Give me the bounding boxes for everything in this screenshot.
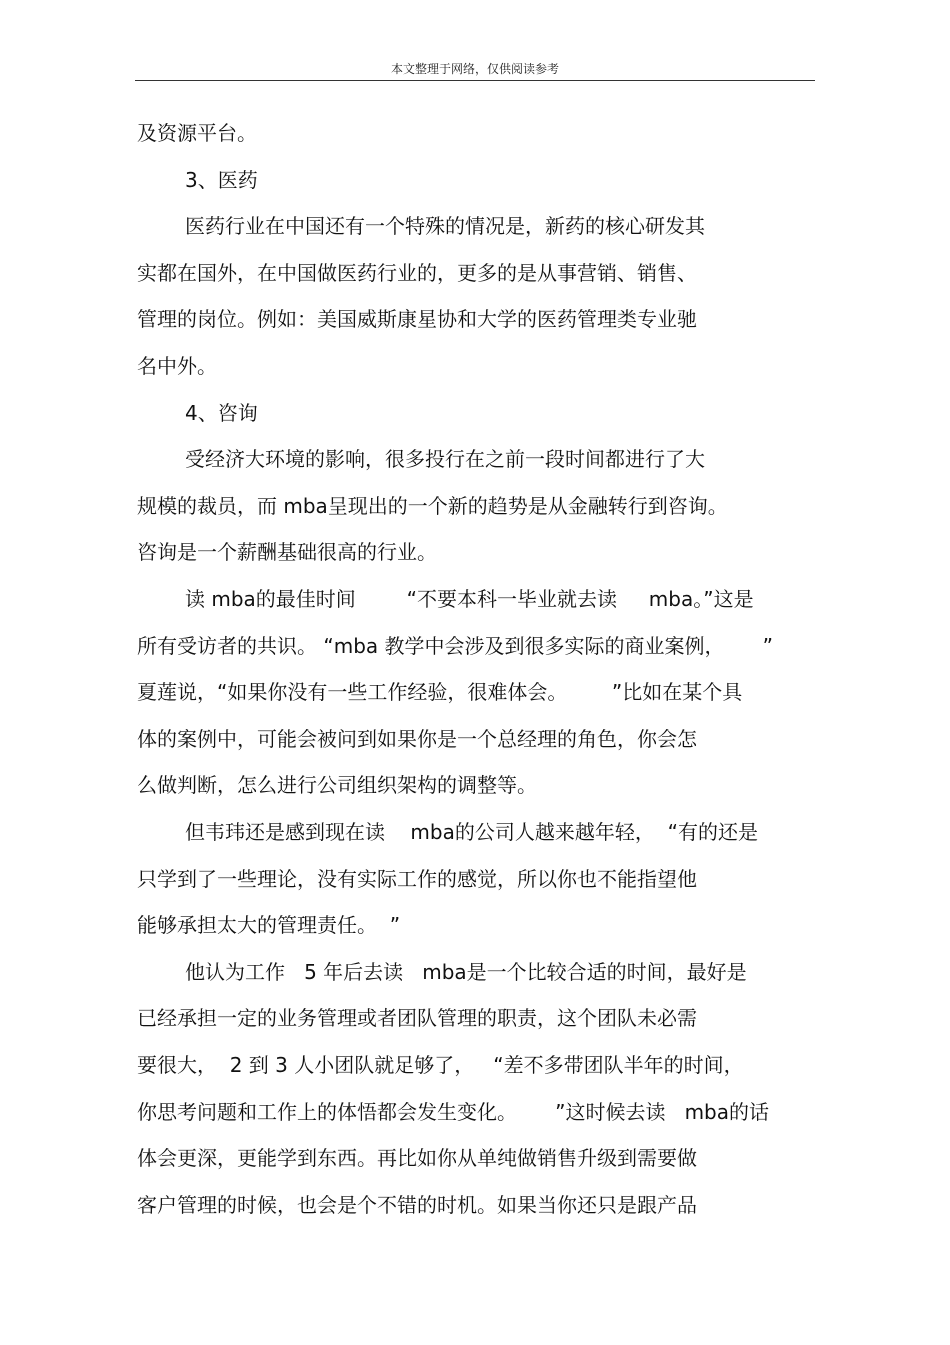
text-line: 管理的岗位。例如：美国威斯康星协和大学的医药管理类专业驰 <box>137 307 697 331</box>
text-line: 体的案例中，可能会被问到如果你是一个总经理的角色，你会怎 <box>137 727 697 751</box>
text-line: 及资源平台。 <box>137 121 257 145</box>
text-line: 受经济大环境的影响，很多投行在之前一段时间都进行了大 <box>185 447 705 471</box>
text-line: 医药行业在中国还有一个特殊的情况是，新药的核心研发其 <box>185 214 705 238</box>
text-line: 但韦玮还是感到现在读 mba的公司人越来越年轻， “有的还是 <box>185 820 758 844</box>
text-line: 客户管理的时候，也会是个不错的时机。如果当你还只是跟产品 <box>137 1193 697 1217</box>
text-line: 你思考问题和工作上的体悟都会发生变化。 ”这时候去读 mba的话 <box>137 1100 770 1124</box>
text-line: 实都在国外，在中国做医药行业的，更多的是从事营销、销售、 <box>137 261 697 285</box>
text-line: 已经承担一定的业务管理或者团队管理的职责，这个团队未必需 <box>137 1006 697 1030</box>
text-line: 他认为工作 5 年后去读 mba是一个比较合适的时间，最好是 <box>185 960 747 984</box>
text-line: 么做判断，怎么进行公司组织架构的调整等。 <box>137 773 537 797</box>
text-line: 所有受访者的共识。 “mba 教学中会涉及到很多实际的商业案例， ” <box>137 634 774 658</box>
text-line: 体会更深，更能学到东西。再比如你从单纯做销售升级到需要做 <box>137 1146 697 1170</box>
section-heading: 3、医药 <box>185 168 258 192</box>
text-line: 规模的裁员，而 mba呈现出的一个新的趋势是从金融转行到咨询。 <box>137 494 728 518</box>
text-line: 夏莲说，“如果你没有一些工作经验，很难体会。 ”比如在某个具 <box>137 680 743 704</box>
text-line: 名中外。 <box>137 354 217 378</box>
header-text: 本文整理于网络，仅供阅读参考 <box>390 62 559 76</box>
text-line: 能够承担太大的管理责任。 ” <box>137 913 401 937</box>
page-header <box>135 58 815 81</box>
text-line: 读 mba的最佳时间 “不要本科一毕业就去读 mba。”这是 <box>185 587 754 611</box>
text-line: 只学到了一些理论，没有实际工作的感觉，所以你也不能指望他 <box>137 867 697 891</box>
section-heading: 4、咨询 <box>185 401 258 425</box>
text-line: 咨询是一个薪酬基础很高的行业。 <box>137 540 437 564</box>
text-line: 要很大， 2 到 3 人小团队就足够了， “差不多带团队半年的时间， <box>137 1053 744 1077</box>
